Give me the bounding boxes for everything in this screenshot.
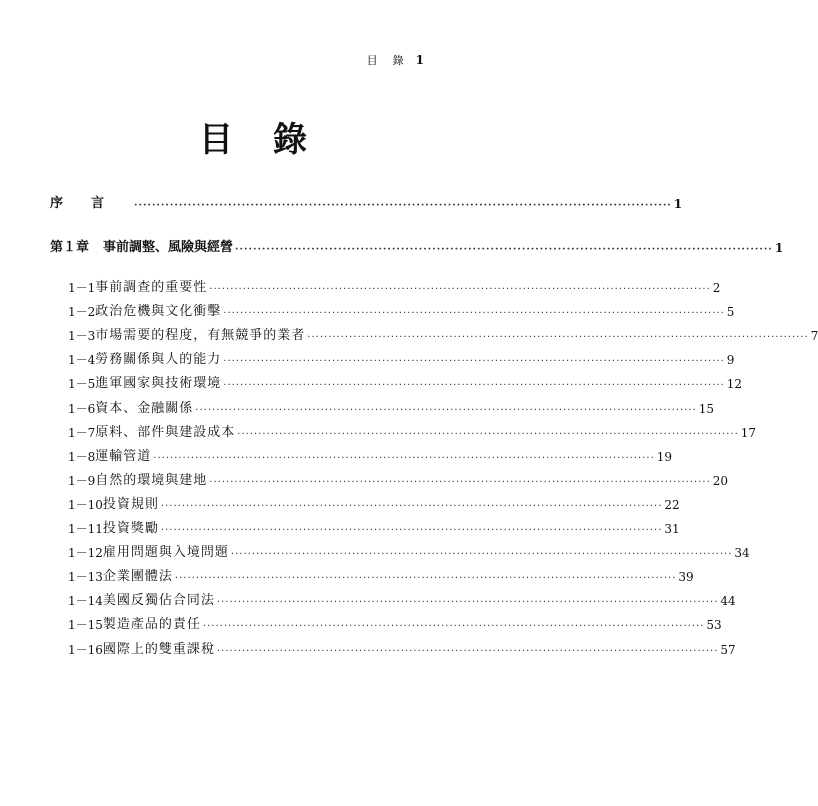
section-number: 1－2 bbox=[68, 305, 96, 320]
section-number: 1－1 bbox=[68, 281, 96, 295]
section-number: 1－12 bbox=[68, 546, 103, 561]
toc-section-row bbox=[68, 545, 750, 561]
section-number: 1－3 bbox=[68, 329, 96, 344]
dot-leader: ························································································································ bbox=[160, 500, 663, 512]
running-header bbox=[367, 52, 426, 68]
section-page: 22 bbox=[664, 497, 680, 512]
page-title: 目錄 bbox=[199, 120, 347, 160]
dot-leader: ························································································································ bbox=[134, 200, 672, 211]
dot-leader: ························································································································ bbox=[223, 380, 725, 392]
section-number: 1－4 bbox=[68, 353, 96, 368]
running-header-title: 目 錄 bbox=[366, 54, 406, 67]
section-page: 19 bbox=[656, 449, 673, 464]
dot-leader: ························································································································ bbox=[235, 244, 773, 255]
section-page: 5 bbox=[726, 305, 735, 320]
section-page: 7 bbox=[810, 329, 818, 344]
section-title: 投資規則 bbox=[102, 496, 159, 512]
section-title: 運輸管道 bbox=[95, 448, 152, 464]
chapter-page: 1 bbox=[774, 241, 784, 255]
toc-section-row bbox=[68, 304, 735, 320]
section-title: 原料、部件與建設成本 bbox=[95, 424, 236, 440]
section-page: 20 bbox=[712, 473, 729, 488]
dot-leader: ························································································································ bbox=[223, 308, 725, 320]
running-header-page-number: 1 bbox=[415, 53, 426, 67]
section-page: 44 bbox=[720, 594, 736, 609]
preface-page: 1 bbox=[673, 197, 683, 211]
toc-section-row bbox=[68, 424, 757, 441]
toc-section-row bbox=[68, 400, 715, 417]
dot-leader: ························································································································ bbox=[230, 549, 733, 561]
section-number: 1－14 bbox=[68, 594, 103, 609]
preface-label: 序言 bbox=[50, 196, 133, 211]
section-number: 1－6 bbox=[68, 401, 96, 416]
toc-section-row bbox=[68, 641, 736, 658]
section-page: 2 bbox=[712, 281, 721, 295]
section-title: 市場需要的程度，有無競爭的業者 bbox=[95, 328, 306, 344]
section-title: 美國反獨佔合同法 bbox=[102, 593, 215, 609]
toc-section-row bbox=[68, 521, 680, 537]
toc-preface bbox=[50, 196, 683, 212]
section-number: 1－10 bbox=[68, 497, 103, 512]
section-title: 投資獎勵 bbox=[102, 521, 159, 536]
section-title: 進軍國家與技術環境 bbox=[95, 376, 222, 392]
toc-section-row bbox=[68, 352, 735, 368]
section-title: 雇用問題與入境問題 bbox=[102, 545, 229, 561]
section-number: 1－11 bbox=[68, 522, 103, 536]
section-number: 1－16 bbox=[68, 642, 103, 657]
dot-leader: ························································································································ bbox=[153, 452, 655, 464]
toc-section-row bbox=[68, 617, 722, 633]
toc-section-row bbox=[68, 496, 680, 513]
toc-section-row bbox=[68, 472, 729, 489]
section-title: 自然的環境與建地 bbox=[95, 472, 208, 488]
dot-leader: ························································································································ bbox=[202, 621, 705, 633]
chapter-title: 事前調整、風險與經營 bbox=[103, 240, 234, 255]
dot-leader: ························································································································ bbox=[307, 332, 809, 344]
section-page: 34 bbox=[734, 546, 750, 561]
section-page: 31 bbox=[664, 522, 680, 536]
section-number: 1－8 bbox=[68, 449, 96, 464]
toc-section-row bbox=[68, 448, 673, 465]
section-number: 1－9 bbox=[68, 473, 96, 488]
toc-chapter-1 bbox=[50, 240, 784, 256]
section-page: 9 bbox=[726, 353, 735, 368]
toc-section-row bbox=[68, 376, 743, 392]
section-title: 國際上的雙重課稅 bbox=[102, 641, 215, 657]
section-title: 企業團體法 bbox=[102, 569, 173, 585]
dot-leader: ························································································································ bbox=[209, 476, 711, 488]
section-page: 15 bbox=[698, 401, 715, 416]
chapter-number: 第１章 bbox=[50, 240, 90, 255]
section-page: 12 bbox=[726, 377, 743, 392]
section-title: 事前調查的重要性 bbox=[95, 280, 208, 295]
toc-section-row bbox=[68, 569, 694, 585]
section-title: 勞務關係與人的能力 bbox=[95, 352, 222, 368]
dot-leader: ························································································································ bbox=[223, 356, 725, 368]
dot-leader: ························································································································ bbox=[174, 573, 677, 585]
section-title: 資本、金融關係 bbox=[95, 400, 194, 416]
toc-section-row bbox=[68, 280, 721, 296]
section-title: 政治危機與文化衝擊 bbox=[95, 304, 222, 320]
dot-leader: ························································································································ bbox=[209, 284, 711, 295]
dot-leader: ························································································································ bbox=[237, 428, 739, 440]
dot-leader: ························································································································ bbox=[195, 404, 697, 416]
section-title: 製造產品的責任 bbox=[102, 617, 201, 633]
dot-leader: ························································································································ bbox=[160, 525, 663, 536]
section-number: 1－15 bbox=[68, 618, 103, 633]
toc-section-row bbox=[68, 593, 736, 609]
section-number: 1－5 bbox=[68, 377, 96, 392]
dot-leader: ························································································································ bbox=[216, 597, 719, 609]
section-number: 1－7 bbox=[68, 425, 96, 440]
dot-leader: ························································································································ bbox=[216, 645, 719, 657]
section-page: 53 bbox=[706, 618, 722, 633]
toc-section-row bbox=[68, 328, 818, 344]
section-page: 57 bbox=[720, 642, 736, 657]
section-page: 17 bbox=[740, 425, 757, 440]
section-page: 39 bbox=[678, 570, 694, 585]
section-number: 1－13 bbox=[68, 570, 103, 585]
